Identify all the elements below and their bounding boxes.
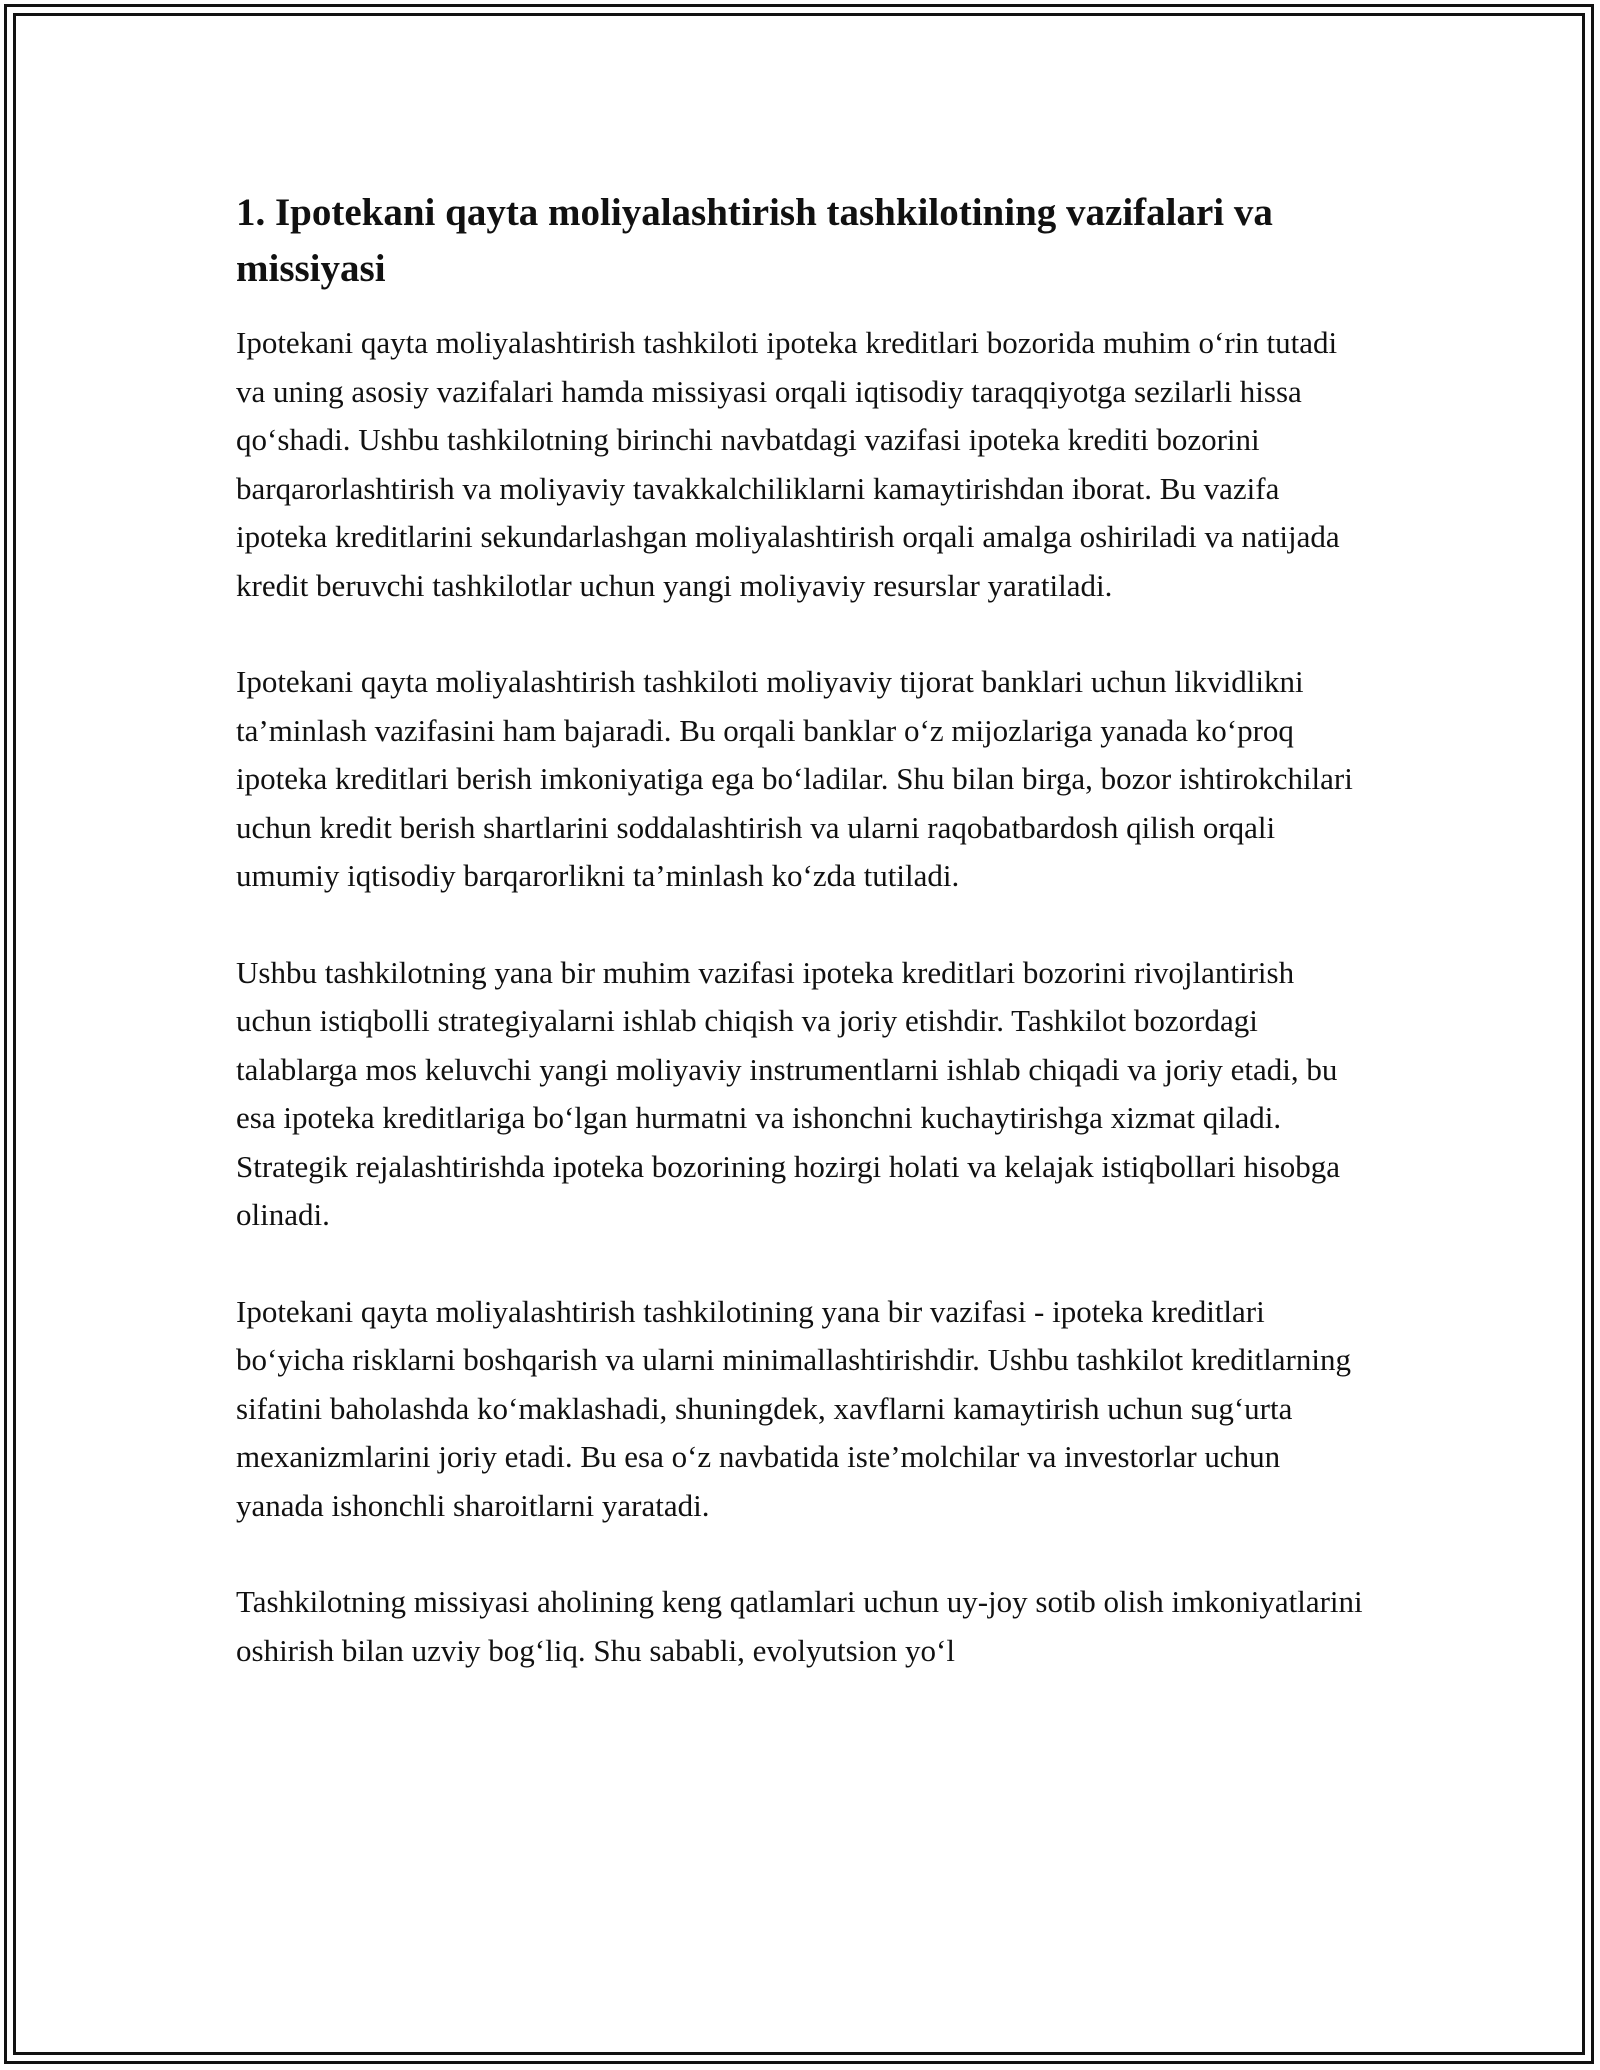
paragraph: Ipotekani qayta moliyalashtirish tashkiloti ipoteka kreditlari bozorida muhim o‘rin tutadi va uning asosiy vazifalari hamda missiyasi orqali iqtisodiy taraqqiyotga sezilarli hissa qo‘shadi. Ushbu tashkilotning birinchi navbatdagi vazifasi ipoteka krediti bozorini barqarorlashtirish va moliyaviy tavakkalchiliklarni kamaytirishdan iborat. Bu vazifa ipoteka kreditlarini sekundarlashgan moliyalashtirish orqali amalga oshiriladi va natijada kredit beruvchi tashkilotlar uchun yangi moliyaviy resurslar yaratiladi. bbox=[236, 325, 1340, 603]
paragraph: Ipotekani qayta moliyalashtirish tashkilotining yana bir vazifasi - ipoteka kreditlari bo‘yicha risklarni boshqarish va ularni minimallashtirishdir. Ushbu tashkilot kreditlarning sifatini baholashda ko‘maklashadi, shuningdek, xavflarni kamaytirish uchun sug‘urta mexanizmlarini joriy etadi. Bu esa o‘z navbatida iste’molchilar va investorlar uchun yanada ishonchli sharoitlarni yaratadi. bbox=[236, 1293, 1351, 1523]
section-heading: 1. Ipotekani qayta moliyalashtirish tashkilotining vazifalari va missiyasi bbox=[236, 191, 1273, 290]
document-body bbox=[236, 185, 1366, 1675]
paragraph: Tashkilotning missiyasi aholining keng qatlamlari uchun uy-joy sotib olish imkoniyatlarini oshirish bilan uzviy bog‘liq. Shu sababli, evolyutsion yo‘l bbox=[236, 1584, 1363, 1668]
paragraph: Ipotekani qayta moliyalashtirish tashkiloti moliyaviy tijorat banklari uchun likvidlikni ta’minlash vazifasini ham bajaradi. Bu orqali banklar o‘z mijozlariga yanada ko‘proq ipoteka kreditlari berish imkoniyatiga ega bo‘ladilar. Shu bilan birga, bozor ishtirokchilari uchun kredit berish shartlarini soddalashtirish va ularni raqobatbardosh qilish orqali umumiy iqtisodiy barqarorlikni ta’minlash ko‘zda tutiladi. bbox=[236, 664, 1353, 893]
paragraph: Ushbu tashkilotning yana bir muhim vazifasi ipoteka kreditlari bozorini rivojlantirish uchun istiqbolli strategiyalarni ishlab chiqish va joriy etishdir. Tashkilot bozordagi talablarga mos keluvchi yangi moliyaviy instrumentlarni ishlab chiqadi va joriy etadi, bu esa ipoteka kreditlariga bo‘lgan hurmatni va ishonchni kuchaytirishga xizmat qiladi. Strategik rejalashtirishda ipoteka bozorining hozirgi holati va kelajak istiqbollari hisobga olinadi. bbox=[236, 954, 1340, 1232]
